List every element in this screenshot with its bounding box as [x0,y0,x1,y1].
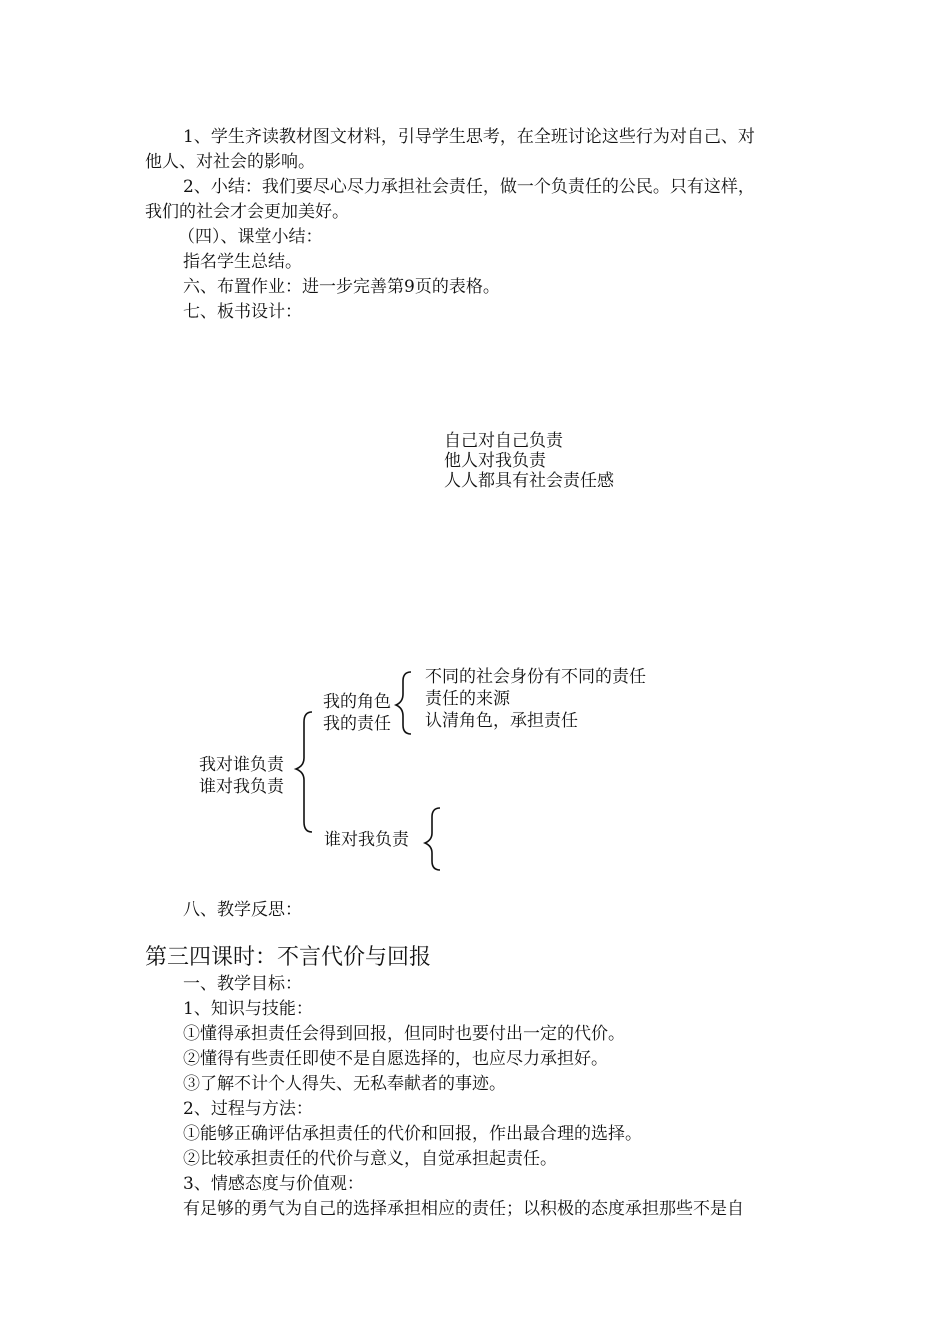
lesson-title: 第三四课时：不言代价与回报 [145,945,432,970]
summary-heading: （四）、课堂小结： [178,227,323,247]
diagram-branch-bottom: 谁对我负责 [324,830,409,850]
summary-text: 指名学生总结。 [183,252,302,272]
process-item-1: ①能够正确评估承担责任的代价和回报，作出最合理的选择。 [183,1124,642,1144]
goals-heading: 一、教学目标： [183,974,302,994]
paragraph-1-line-2: 他人、对社会的影响。 [145,152,315,172]
process-heading: 2、过程与方法： [183,1099,313,1119]
board-heading: 七、板书设计： [183,302,302,322]
homework-line: 六、布置作业：进一步完善第9页的表格。 [183,277,500,297]
brace-main [296,712,312,832]
knowledge-heading: 1、知识与技能： [183,999,313,1019]
process-item-2: ②比较承担责任的代价与意义，自觉承担起责任。 [183,1149,557,1169]
knowledge-item-2: ②懂得有些责任即使不是自愿选择的，也应尽力承担好。 [183,1049,608,1069]
diagram-root-1: 我对谁负责 [199,755,284,775]
brace-bottom [425,808,440,870]
reflection-heading: 八、教学反思： [183,900,302,920]
paragraph-1-line-1: 1、学生齐读教材图文材料，引导学生思考，在全班讨论这些行为对自己、对 [183,127,755,147]
board-line-1: 自己对自己负责 [444,431,563,451]
emotion-heading: 3、情感态度与价值观： [183,1174,364,1194]
diagram-branch-top-1: 我的角色 [323,692,391,712]
board-line-3: 人人都具有社会责任感 [444,471,614,491]
diagram-branch-top-2: 我的责任 [323,714,391,734]
brace-top [396,672,411,734]
paragraph-2-line-1: 2、小结：我们要尽心尽力承担社会责任，做一个负责任的公民。只有这样， [183,177,755,197]
diagram-item-3: 认清角色，承担责任 [425,711,578,731]
board-line-2: 他人对我负责 [444,451,546,471]
diagram-root-2: 谁对我负责 [199,777,284,797]
knowledge-item-1: ①懂得承担责任会得到回报，但同时也要付出一定的代价。 [183,1024,625,1044]
paragraph-2-line-2: 我们的社会才会更加美好。 [145,202,349,222]
knowledge-item-3: ③了解不计个人得失、无私奉献者的事迹。 [183,1074,506,1094]
diagram-item-2: 责任的来源 [425,689,510,709]
diagram-item-1: 不同的社会身份有不同的责任 [425,667,646,687]
emotion-item-1: 有足够的勇气为自己的选择承担相应的责任；以积极的态度承担那些不是自 [183,1199,744,1219]
